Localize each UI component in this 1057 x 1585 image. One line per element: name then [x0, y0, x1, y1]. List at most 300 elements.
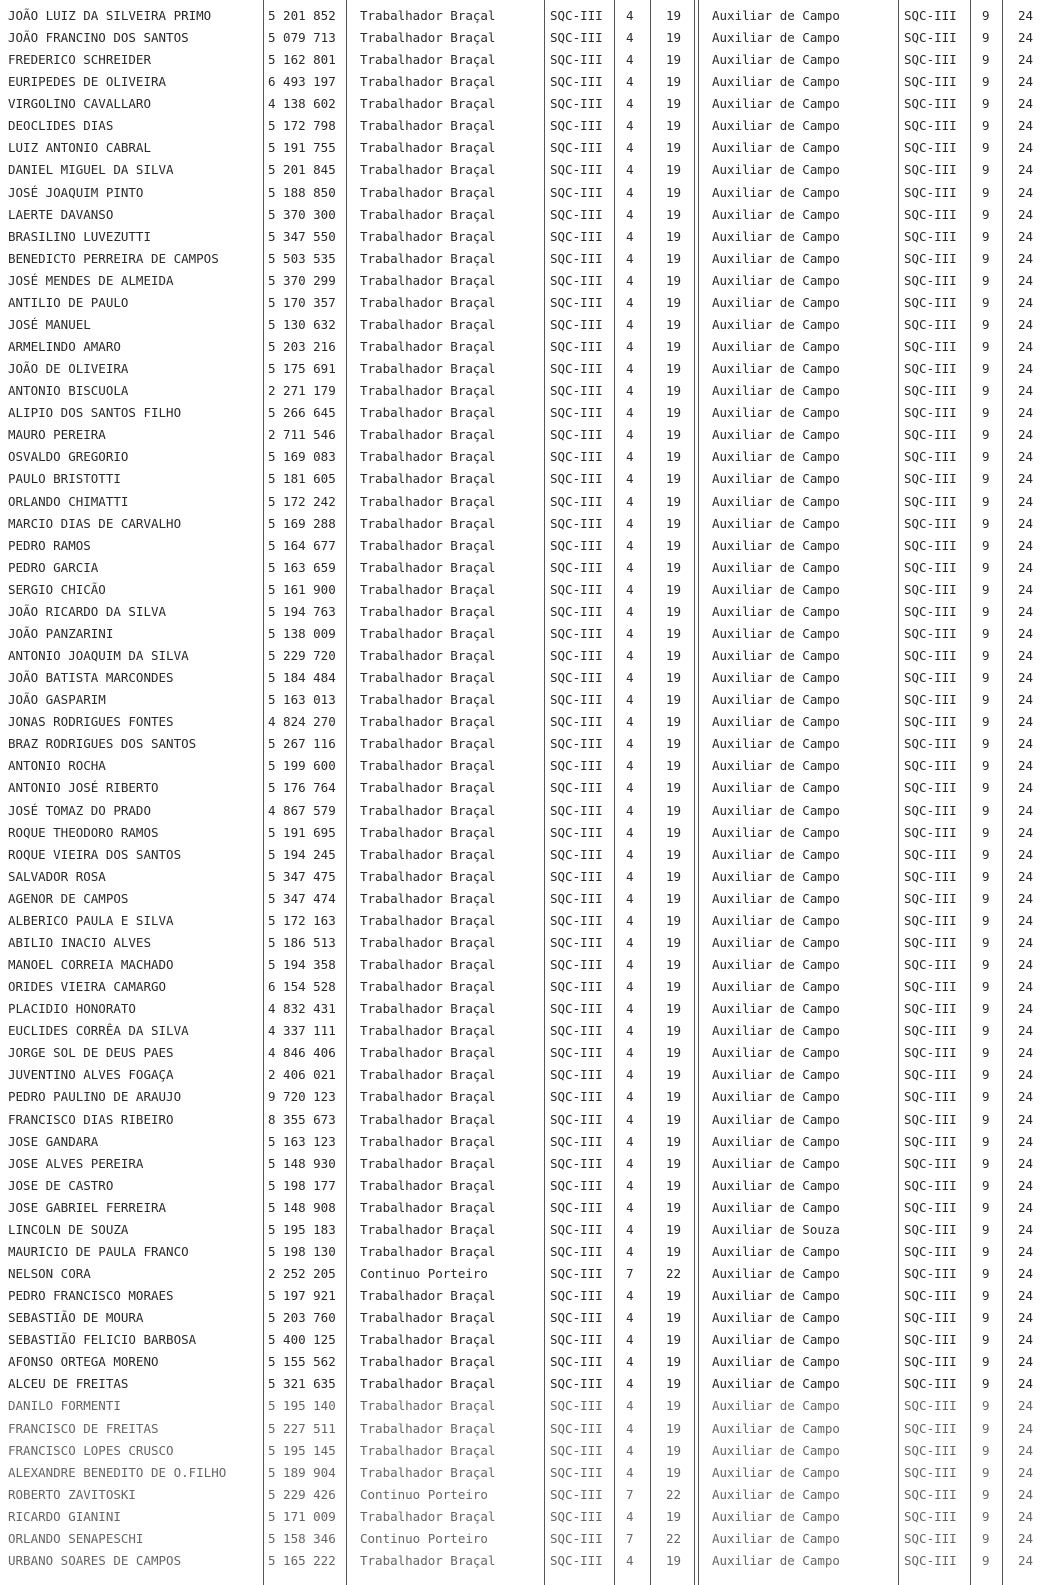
new-position: Auxiliar de Campo [712, 30, 840, 46]
new-reference: SQC-III [904, 96, 957, 112]
employee-name: ANTONIO ROCHA [8, 758, 106, 774]
current-reference: SQC-III [550, 780, 603, 796]
new-grade: 24 [1018, 1420, 1034, 1436]
registration-number: 5 347 475 [268, 868, 336, 884]
new-reference: SQC-III [904, 824, 957, 840]
new-reference: SQC-III [904, 648, 957, 664]
new-grade: 24 [1018, 1177, 1034, 1193]
registration-number: 4 824 270 [268, 714, 336, 730]
current-grade: 19 [666, 802, 682, 818]
current-level: 4 [626, 1155, 634, 1171]
new-grade: 24 [1018, 52, 1034, 68]
registration-number: 5 199 600 [268, 758, 336, 774]
current-position: Trabalhador Braçal [360, 339, 496, 355]
current-grade: 19 [666, 52, 682, 68]
new-level: 9 [982, 449, 990, 465]
current-position: Trabalhador Braçal [360, 559, 496, 575]
new-level: 9 [982, 118, 990, 134]
current-level: 4 [626, 1045, 634, 1061]
new-grade: 24 [1018, 802, 1034, 818]
current-level: 4 [626, 581, 634, 597]
registration-number: 4 832 431 [268, 1001, 336, 1017]
new-grade: 24 [1018, 1508, 1034, 1524]
new-position: Auxiliar de Campo [712, 824, 840, 840]
current-position: Trabalhador Braçal [360, 228, 496, 244]
new-position: Auxiliar de Campo [712, 1023, 840, 1039]
employee-name: LUIZ ANTONIO CABRAL [8, 140, 151, 156]
current-reference: SQC-III [550, 1310, 603, 1326]
current-level: 4 [626, 449, 634, 465]
new-position: Auxiliar de Campo [712, 74, 840, 90]
current-position: Trabalhador Braçal [360, 1133, 496, 1149]
employee-name: URBANO SOARES DE CAMPOS [8, 1552, 182, 1568]
new-grade: 24 [1018, 427, 1034, 443]
current-level: 4 [626, 1133, 634, 1149]
new-grade: 24 [1018, 471, 1034, 487]
current-position: Trabalhador Braçal [360, 1442, 496, 1458]
registration-number: 5 191 755 [268, 140, 336, 156]
column-divider [614, 0, 615, 1585]
current-grade: 19 [666, 758, 682, 774]
current-position: Trabalhador Braçal [360, 1464, 496, 1480]
current-reference: SQC-III [550, 1133, 603, 1149]
new-grade: 24 [1018, 957, 1034, 973]
new-reference: SQC-III [904, 868, 957, 884]
employee-name: DEOCLIDES DIAS [8, 118, 114, 134]
current-reference: SQC-III [550, 1464, 603, 1480]
current-reference: SQC-III [550, 736, 603, 752]
current-reference: SQC-III [550, 493, 603, 509]
current-grade: 19 [666, 1067, 682, 1083]
registration-number: 5 130 632 [268, 316, 336, 332]
current-position: Trabalhador Braçal [360, 1155, 496, 1171]
employee-name: ORLANDO SENAPESCHI [8, 1530, 144, 1546]
employee-name: ROQUE THEODORO RAMOS [8, 824, 159, 840]
current-reference: SQC-III [550, 1001, 603, 1017]
new-position: Auxiliar de Campo [712, 1552, 840, 1568]
current-reference: SQC-III [550, 824, 603, 840]
new-position: Auxiliar de Campo [712, 1530, 840, 1546]
current-grade: 19 [666, 471, 682, 487]
registration-number: 5 169 083 [268, 449, 336, 465]
registration-number: 5 175 691 [268, 361, 336, 377]
current-grade: 19 [666, 1155, 682, 1171]
new-reference: SQC-III [904, 780, 957, 796]
new-grade: 24 [1018, 118, 1034, 134]
current-grade: 19 [666, 96, 682, 112]
employee-name: ANTONIO JOAQUIM DA SILVA [8, 648, 189, 664]
current-grade: 19 [666, 692, 682, 708]
current-reference: SQC-III [550, 1089, 603, 1105]
current-grade: 22 [666, 1486, 682, 1502]
new-grade: 24 [1018, 670, 1034, 686]
current-reference: SQC-III [550, 96, 603, 112]
new-grade: 24 [1018, 890, 1034, 906]
new-grade: 24 [1018, 74, 1034, 90]
new-level: 9 [982, 979, 990, 995]
column-divider [650, 0, 651, 1585]
current-grade: 19 [666, 714, 682, 730]
new-grade: 24 [1018, 1111, 1034, 1127]
current-position: Trabalhador Braçal [360, 118, 496, 134]
registration-number: 5 148 908 [268, 1199, 336, 1215]
current-level: 4 [626, 824, 634, 840]
current-level: 4 [626, 934, 634, 950]
current-reference: SQC-III [550, 8, 603, 23]
current-position: Trabalhador Braçal [360, 1243, 496, 1259]
employee-name: ALIPIO DOS SANTOS FILHO [8, 405, 182, 421]
new-grade: 24 [1018, 1486, 1034, 1502]
new-level: 9 [982, 1398, 990, 1414]
current-reference: SQC-III [550, 118, 603, 134]
new-level: 9 [982, 1001, 990, 1017]
new-grade: 24 [1018, 228, 1034, 244]
new-reference: SQC-III [904, 537, 957, 553]
new-grade: 24 [1018, 1199, 1034, 1215]
employee-name: NELSON CORA [8, 1266, 91, 1281]
current-grade: 19 [666, 1133, 682, 1149]
current-reference: SQC-III [550, 1376, 603, 1392]
new-reference: SQC-III [904, 339, 957, 355]
current-grade: 19 [666, 1508, 682, 1524]
new-level: 9 [982, 890, 990, 906]
new-reference: SQC-III [904, 890, 957, 906]
current-reference: SQC-III [550, 625, 603, 641]
new-grade: 24 [1018, 162, 1034, 178]
new-grade: 24 [1018, 8, 1034, 23]
employee-name: RICARDO GIANINI [8, 1508, 121, 1524]
employee-name: JOÃO RICARDO DA SILVA [8, 603, 167, 619]
current-grade: 19 [666, 824, 682, 840]
current-level: 4 [626, 361, 634, 377]
registration-number: 5 165 222 [268, 1552, 336, 1568]
new-level: 9 [982, 515, 990, 531]
new-position: Auxiliar de Campo [712, 162, 840, 178]
new-level: 9 [982, 162, 990, 178]
current-level: 4 [626, 316, 634, 332]
employee-name: SERGIO CHICÃO [8, 581, 106, 597]
current-level: 4 [626, 294, 634, 310]
current-grade: 19 [666, 979, 682, 995]
new-reference: SQC-III [904, 515, 957, 531]
new-position: Auxiliar de Campo [712, 581, 840, 597]
current-grade: 19 [666, 1045, 682, 1061]
current-position: Trabalhador Braçal [360, 670, 496, 686]
new-reference: SQC-III [904, 361, 957, 377]
new-level: 9 [982, 316, 990, 332]
current-reference: SQC-III [550, 1420, 603, 1436]
current-grade: 19 [666, 118, 682, 134]
new-level: 9 [982, 339, 990, 355]
current-level: 4 [626, 405, 634, 421]
new-level: 9 [982, 206, 990, 222]
new-level: 9 [982, 868, 990, 884]
new-level: 9 [982, 1199, 990, 1215]
new-level: 9 [982, 846, 990, 862]
registration-number: 5 170 357 [268, 294, 336, 310]
new-grade: 24 [1018, 979, 1034, 995]
employee-name: JORGE SOL DE DEUS PAES [8, 1045, 174, 1061]
current-level: 4 [626, 670, 634, 686]
new-level: 9 [982, 1288, 990, 1304]
registration-number: 5 164 677 [268, 537, 336, 553]
new-level: 9 [982, 8, 990, 23]
employee-name: ANTILIO DE PAULO [8, 294, 129, 310]
current-reference: SQC-III [550, 184, 603, 200]
new-grade: 24 [1018, 140, 1034, 156]
new-reference: SQC-III [904, 294, 957, 310]
new-reference: SQC-III [904, 8, 957, 23]
registration-number: 5 158 346 [268, 1530, 336, 1546]
new-grade: 24 [1018, 758, 1034, 774]
new-reference: SQC-III [904, 140, 957, 156]
current-grade: 19 [666, 383, 682, 399]
employee-name: LAERTE DAVANSO [8, 206, 114, 222]
current-reference: SQC-III [550, 758, 603, 774]
new-level: 9 [982, 383, 990, 399]
current-position: Trabalhador Braçal [360, 1177, 496, 1193]
registration-number: 5 172 163 [268, 912, 336, 928]
new-position: Auxiliar de Campo [712, 846, 840, 862]
registration-number: 5 162 801 [268, 52, 336, 68]
employee-name: PLACIDIO HONORATO [8, 1001, 136, 1017]
new-reference: SQC-III [904, 1332, 957, 1348]
current-level: 4 [626, 383, 634, 399]
new-position: Auxiliar de Campo [712, 979, 840, 995]
current-level: 4 [626, 162, 634, 178]
current-grade: 19 [666, 449, 682, 465]
current-grade: 19 [666, 1089, 682, 1105]
current-reference: SQC-III [550, 1177, 603, 1193]
new-position: Auxiliar de Campo [712, 96, 840, 112]
employee-name: MAURICIO DE PAULA FRANCO [8, 1243, 189, 1259]
current-level: 4 [626, 957, 634, 973]
current-reference: SQC-III [550, 934, 603, 950]
current-grade: 19 [666, 74, 682, 90]
registration-number: 5 201 845 [268, 162, 336, 178]
current-grade: 19 [666, 1354, 682, 1370]
new-reference: SQC-III [904, 1199, 957, 1215]
current-grade: 19 [666, 670, 682, 686]
new-position: Auxiliar de Campo [712, 515, 840, 531]
new-grade: 24 [1018, 736, 1034, 752]
registration-number: 4 867 579 [268, 802, 336, 818]
new-reference: SQC-III [904, 714, 957, 730]
current-position: Trabalhador Braçal [360, 1508, 496, 1524]
current-grade: 19 [666, 625, 682, 641]
current-position: Trabalhador Braçal [360, 515, 496, 531]
employee-name: DANILO FORMENTI [8, 1398, 121, 1414]
employee-name: MAURO PEREIRA [8, 427, 106, 443]
registration-number: 5 169 288 [268, 515, 336, 531]
employee-name: AGENOR DE CAMPOS [8, 890, 129, 906]
new-grade: 24 [1018, 603, 1034, 619]
new-reference: SQC-III [904, 471, 957, 487]
new-grade: 24 [1018, 250, 1034, 266]
current-position: Trabalhador Braçal [360, 824, 496, 840]
current-grade: 19 [666, 1376, 682, 1392]
new-reference: SQC-III [904, 1266, 957, 1281]
new-grade: 24 [1018, 1243, 1034, 1259]
employee-name: OSVALDO GREGORIO [8, 449, 129, 465]
new-position: Auxiliar de Campo [712, 780, 840, 796]
current-position: Trabalhador Braçal [360, 890, 496, 906]
registration-number: 5 194 763 [268, 603, 336, 619]
current-level: 4 [626, 736, 634, 752]
current-level: 4 [626, 890, 634, 906]
employee-name: PAULO BRISTOTTI [8, 471, 121, 487]
new-grade: 24 [1018, 1067, 1034, 1083]
new-level: 9 [982, 96, 990, 112]
new-position: Auxiliar de Campo [712, 118, 840, 134]
new-grade: 24 [1018, 1530, 1034, 1546]
employee-name: JOÃO GASPARIM [8, 692, 106, 708]
current-level: 4 [626, 1001, 634, 1017]
current-reference: SQC-III [550, 1552, 603, 1568]
current-level: 4 [626, 1464, 634, 1480]
new-level: 9 [982, 140, 990, 156]
new-grade: 24 [1018, 692, 1034, 708]
current-level: 7 [626, 1530, 634, 1546]
current-grade: 19 [666, 1420, 682, 1436]
current-level: 4 [626, 1111, 634, 1127]
employee-name: JOÃO FRANCINO DOS SANTOS [8, 30, 189, 46]
current-position: Trabalhador Braçal [360, 780, 496, 796]
registration-number: 5 203 760 [268, 1310, 336, 1326]
new-reference: SQC-III [904, 1001, 957, 1017]
employee-name: ARMELINDO AMARO [8, 339, 121, 355]
column-divider [263, 0, 264, 1585]
employee-name: PEDRO FRANCISCO MORAES [8, 1288, 174, 1304]
new-reference: SQC-III [904, 846, 957, 862]
current-level: 4 [626, 537, 634, 553]
new-grade: 24 [1018, 405, 1034, 421]
current-position: Trabalhador Braçal [360, 537, 496, 553]
current-grade: 19 [666, 736, 682, 752]
current-position: Trabalhador Braçal [360, 979, 496, 995]
employee-name: FRANCISCO DIAS RIBEIRO [8, 1111, 174, 1127]
employee-name: ROBERTO ZAVITOSKI [8, 1486, 136, 1502]
current-grade: 19 [666, 1332, 682, 1348]
current-position: Trabalhador Braçal [360, 1199, 496, 1215]
new-level: 9 [982, 471, 990, 487]
new-reference: SQC-III [904, 912, 957, 928]
current-level: 4 [626, 1310, 634, 1326]
current-grade: 19 [666, 1023, 682, 1039]
current-reference: SQC-III [550, 714, 603, 730]
new-position: Auxiliar de Campo [712, 1089, 840, 1105]
new-reference: SQC-III [904, 118, 957, 134]
registration-number: 2 711 546 [268, 427, 336, 443]
current-reference: SQC-III [550, 648, 603, 664]
employee-name: EURIPEDES DE OLIVEIRA [8, 74, 167, 90]
new-grade: 24 [1018, 1155, 1034, 1171]
current-reference: SQC-III [550, 1266, 603, 1281]
current-reference: SQC-III [550, 206, 603, 222]
new-level: 9 [982, 1067, 990, 1083]
current-reference: SQC-III [550, 515, 603, 531]
employee-name: ANTONIO BISCUOLA [8, 383, 129, 399]
current-position: Trabalhador Braçal [360, 758, 496, 774]
new-level: 9 [982, 912, 990, 928]
current-grade: 19 [666, 184, 682, 200]
new-position: Auxiliar de Campo [712, 1288, 840, 1304]
current-position: Trabalhador Braçal [360, 1398, 496, 1414]
new-grade: 24 [1018, 1552, 1034, 1568]
current-position: Trabalhador Braçal [360, 206, 496, 222]
current-position: Trabalhador Braçal [360, 1310, 496, 1326]
employee-name: JONAS RODRIGUES FONTES [8, 714, 174, 730]
registration-number: 5 163 123 [268, 1133, 336, 1149]
new-level: 9 [982, 1155, 990, 1171]
new-reference: SQC-III [904, 1464, 957, 1480]
new-level: 9 [982, 30, 990, 46]
column-divider [970, 0, 971, 1585]
registration-number: 5 172 242 [268, 493, 336, 509]
new-position: Auxiliar de Campo [712, 228, 840, 244]
new-reference: SQC-III [904, 1310, 957, 1326]
current-reference: SQC-III [550, 294, 603, 310]
employee-name: JOÃO PANZARINI [8, 625, 114, 641]
employee-name: JOSÉ MENDES DE ALMEIDA [8, 272, 174, 288]
current-level: 4 [626, 1243, 634, 1259]
current-position: Trabalhador Braçal [360, 272, 496, 288]
current-level: 4 [626, 1177, 634, 1193]
current-grade: 19 [666, 250, 682, 266]
new-level: 9 [982, 625, 990, 641]
new-grade: 24 [1018, 515, 1034, 531]
new-position: Auxiliar de Campo [712, 206, 840, 222]
current-position: Trabalhador Braçal [360, 1420, 496, 1436]
current-grade: 19 [666, 1199, 682, 1215]
current-level: 4 [626, 912, 634, 928]
registration-number: 5 267 116 [268, 736, 336, 752]
current-reference: SQC-III [550, 361, 603, 377]
current-level: 4 [626, 8, 634, 23]
new-grade: 24 [1018, 1442, 1034, 1458]
new-grade: 24 [1018, 625, 1034, 641]
current-level: 4 [626, 1199, 634, 1215]
employee-name: SALVADOR ROSA [8, 868, 106, 884]
new-level: 9 [982, 1376, 990, 1392]
new-reference: SQC-III [904, 427, 957, 443]
current-position: Trabalhador Braçal [360, 294, 496, 310]
current-position: Trabalhador Braçal [360, 52, 496, 68]
current-reference: SQC-III [550, 692, 603, 708]
new-level: 9 [982, 603, 990, 619]
current-position: Trabalhador Braçal [360, 934, 496, 950]
current-level: 4 [626, 515, 634, 531]
current-reference: SQC-III [550, 272, 603, 288]
new-reference: SQC-III [904, 206, 957, 222]
current-reference: SQC-III [550, 250, 603, 266]
current-grade: 19 [666, 1288, 682, 1304]
current-reference: SQC-III [550, 603, 603, 619]
current-level: 4 [626, 603, 634, 619]
current-level: 4 [626, 714, 634, 730]
new-level: 9 [982, 405, 990, 421]
current-level: 7 [626, 1266, 634, 1281]
new-reference: SQC-III [904, 383, 957, 399]
new-position: Auxiliar de Campo [712, 52, 840, 68]
current-position: Continuo Porteiro [360, 1486, 488, 1502]
registration-number: 6 493 197 [268, 74, 336, 90]
current-grade: 19 [666, 1111, 682, 1127]
current-level: 4 [626, 1288, 634, 1304]
employee-name: VIRGOLINO CAVALLARO [8, 96, 151, 112]
current-reference: SQC-III [550, 1155, 603, 1171]
new-grade: 24 [1018, 449, 1034, 465]
